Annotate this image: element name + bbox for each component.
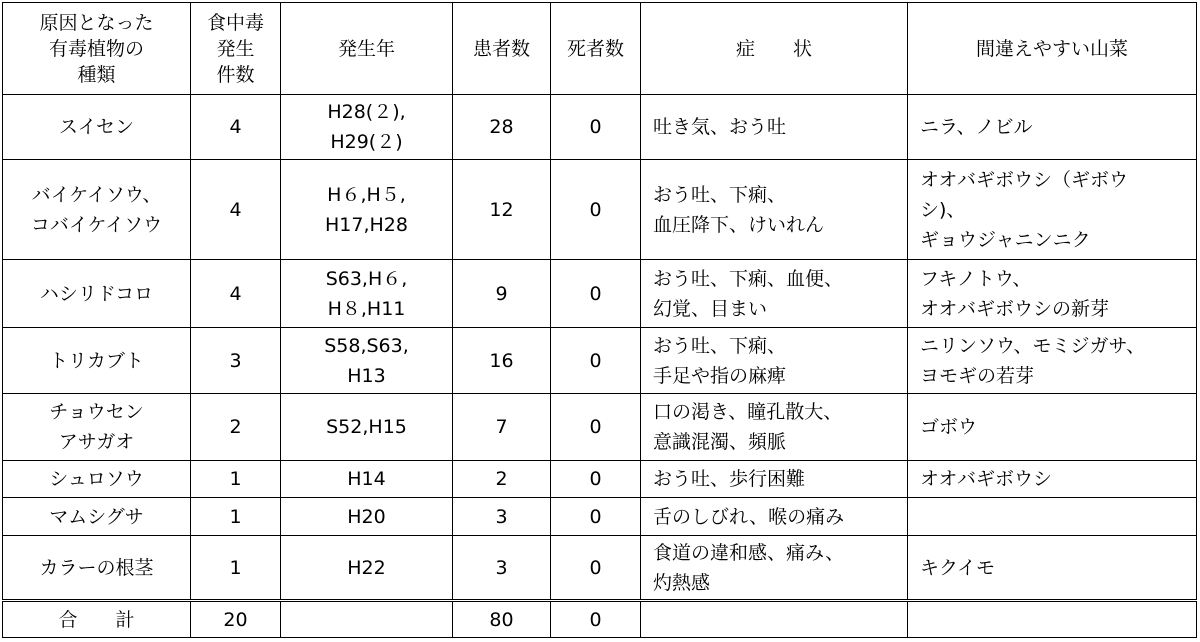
patients-cell: 9 [453, 260, 551, 328]
confusable-cell-line: キクイモ [920, 556, 996, 579]
plant-cell-line: ハシリドコロ [39, 282, 154, 305]
header-incidents: 食中毒 発生 件数 [191, 3, 281, 95]
years-cell-line: H14 [347, 468, 386, 491]
total-deaths: 0 [551, 601, 641, 638]
header-confusable: 間違えやすい山菜 [908, 3, 1197, 95]
total-patients: 80 [453, 601, 551, 638]
plant-cell-line: スイセン [58, 116, 135, 139]
plant-cell-line: バイケイソウ、 [31, 183, 162, 206]
patients-cell: 7 [453, 394, 551, 460]
plant-cell [3, 394, 191, 460]
confusable-cell-line: ニラ、ノビル [920, 116, 1033, 139]
symptoms-cell [641, 260, 908, 328]
table-row [3, 536, 1197, 601]
years-cell-line: S52,H15 [326, 416, 407, 439]
patients-cell: 3 [453, 536, 551, 601]
years-cell [281, 95, 453, 160]
table-row [3, 394, 1197, 460]
plant-cell-line: カラーの根茎 [39, 556, 154, 579]
deaths-cell: 0 [551, 536, 641, 601]
symptoms-cell-line: 灼熱感 [653, 571, 711, 594]
years-cell-line: H13 [347, 364, 386, 387]
incidents-cell: 4 [191, 260, 281, 328]
symptoms-cell-line: 食道の違和感、痛み、 [653, 541, 845, 564]
patients-cell: 12 [453, 160, 551, 260]
symptoms-cell-line: 舌のしびれ、喉の痛み [653, 505, 845, 528]
plant-cell [3, 498, 191, 536]
plant-cell [3, 260, 191, 328]
table-row [3, 460, 1197, 498]
deaths-cell: 0 [551, 460, 641, 498]
total-confusable-empty [908, 601, 1197, 638]
plant-cell-line: マムシグサ [49, 505, 144, 528]
symptoms-cell-line: おう吐、歩行困難 [653, 468, 806, 491]
years-cell [281, 260, 453, 328]
symptoms-cell-line: 吐き気、おう吐 [653, 116, 787, 139]
confusable-cell [908, 328, 1197, 394]
symptoms-cell [641, 536, 908, 601]
header-patients: 患者数 [453, 3, 551, 95]
plant-cell-line: シュロソウ [49, 468, 144, 491]
patients-cell: 2 [453, 460, 551, 498]
symptoms-cell-line: 意識混濁、頻脈 [653, 431, 787, 454]
deaths-cell: 0 [551, 498, 641, 536]
header-years: 発生年 [281, 3, 453, 95]
table-row [3, 95, 1197, 160]
deaths-cell: 0 [551, 160, 641, 260]
total-incidents: 20 [191, 601, 281, 638]
years-cell-line: H28(２), [327, 101, 406, 124]
confusable-cell [908, 394, 1197, 460]
header-deaths: 死者数 [551, 3, 641, 95]
patients-cell: 16 [453, 328, 551, 394]
incidents-cell: 1 [191, 498, 281, 536]
years-cell-line: S63,H６, [325, 267, 408, 290]
incidents-cell: 4 [191, 160, 281, 260]
confusable-cell [908, 536, 1197, 601]
confusable-cell-line: フキノトウ、 [920, 267, 1032, 290]
plant-cell [3, 160, 191, 260]
years-cell-line: H17,H28 [325, 213, 408, 236]
plant-cell [3, 460, 191, 498]
years-cell [281, 460, 453, 498]
incidents-cell: 1 [191, 536, 281, 601]
symptoms-cell-line: おう吐、下痢、 [653, 183, 787, 206]
table-row [3, 328, 1197, 394]
plant-cell [3, 95, 191, 160]
symptoms-cell-line: おう吐、下痢、 [653, 334, 787, 357]
deaths-cell: 0 [551, 95, 641, 160]
confusable-cell [908, 260, 1197, 328]
years-cell [281, 394, 453, 460]
table-row [3, 160, 1197, 260]
symptoms-cell-line: 口の渇き、瞳孔散大、 [653, 401, 843, 424]
symptoms-cell [641, 328, 908, 394]
confusable-cell-line: オオバギボウシの新芽 [920, 297, 1110, 320]
years-cell [281, 498, 453, 536]
confusable-cell-line: ニリンソウ、モミジガサ、 [920, 334, 1146, 357]
plant-cell-line: アサガオ [58, 431, 135, 454]
years-cell [281, 536, 453, 601]
header-row [3, 3, 1197, 95]
symptoms-cell-line: 手足や指の麻痺 [653, 364, 787, 387]
years-cell-line: H６,H５, [327, 183, 406, 206]
deaths-cell: 0 [551, 328, 641, 394]
table-row [3, 260, 1197, 328]
years-cell-line: S58,S63, [324, 334, 409, 357]
total-symptoms-empty [641, 601, 908, 638]
deaths-cell: 0 [551, 394, 641, 460]
plant-cell-line: チョウセン [49, 401, 144, 424]
symptoms-cell [641, 460, 908, 498]
confusable-cell [908, 460, 1197, 498]
incidents-cell: 4 [191, 95, 281, 160]
total-row [3, 601, 1197, 638]
poisonous-plants-table [2, 2, 1197, 638]
incidents-cell: 3 [191, 328, 281, 394]
incidents-cell: 1 [191, 460, 281, 498]
symptoms-cell-line: 血圧降下、けいれん [653, 213, 825, 236]
symptoms-cell-line: おう吐、下痢、血便、 [653, 267, 844, 290]
patients-cell: 28 [453, 95, 551, 160]
symptoms-cell [641, 160, 908, 260]
confusable-cell-line: ヨモギの若芽 [920, 364, 1035, 387]
confusable-cell-line: ギョウジャニンニク [920, 228, 1091, 251]
header-symptoms: 症 状 [641, 3, 908, 95]
years-cell-line: H20 [347, 505, 386, 528]
plant-cell [3, 328, 191, 394]
confusable-cell-line: シ)、 [920, 198, 966, 221]
symptoms-cell [641, 95, 908, 160]
confusable-cell-line: ゴボウ [920, 416, 978, 439]
confusable-cell [908, 95, 1197, 160]
symptoms-cell [641, 394, 908, 460]
confusable-cell-line: オオバギボウシ（ギボウ [920, 168, 1129, 191]
incidents-cell: 2 [191, 394, 281, 460]
deaths-cell: 0 [551, 260, 641, 328]
confusable-cell [908, 160, 1197, 260]
header-plant: 原因となった 有毒植物の 種類 [3, 3, 191, 95]
table-row [3, 498, 1197, 536]
years-cell [281, 160, 453, 260]
patients-cell: 3 [453, 498, 551, 536]
total-years-empty [281, 601, 453, 638]
years-cell-line: H８,H11 [327, 297, 406, 320]
symptoms-cell [641, 498, 908, 536]
years-cell-line: H22 [347, 556, 386, 579]
total-label: 合 計 [3, 601, 191, 638]
plant-cell-line: トリカブト [49, 349, 144, 372]
confusable-cell-line: オオバギボウシ [920, 468, 1053, 491]
years-cell [281, 328, 453, 394]
years-cell-line: H29(２) [330, 131, 403, 154]
plant-cell [3, 536, 191, 601]
confusable-cell [908, 498, 1197, 536]
symptoms-cell-line: 幻覚、目まい [653, 297, 768, 320]
plant-cell-line: コバイケイソウ [30, 213, 163, 236]
